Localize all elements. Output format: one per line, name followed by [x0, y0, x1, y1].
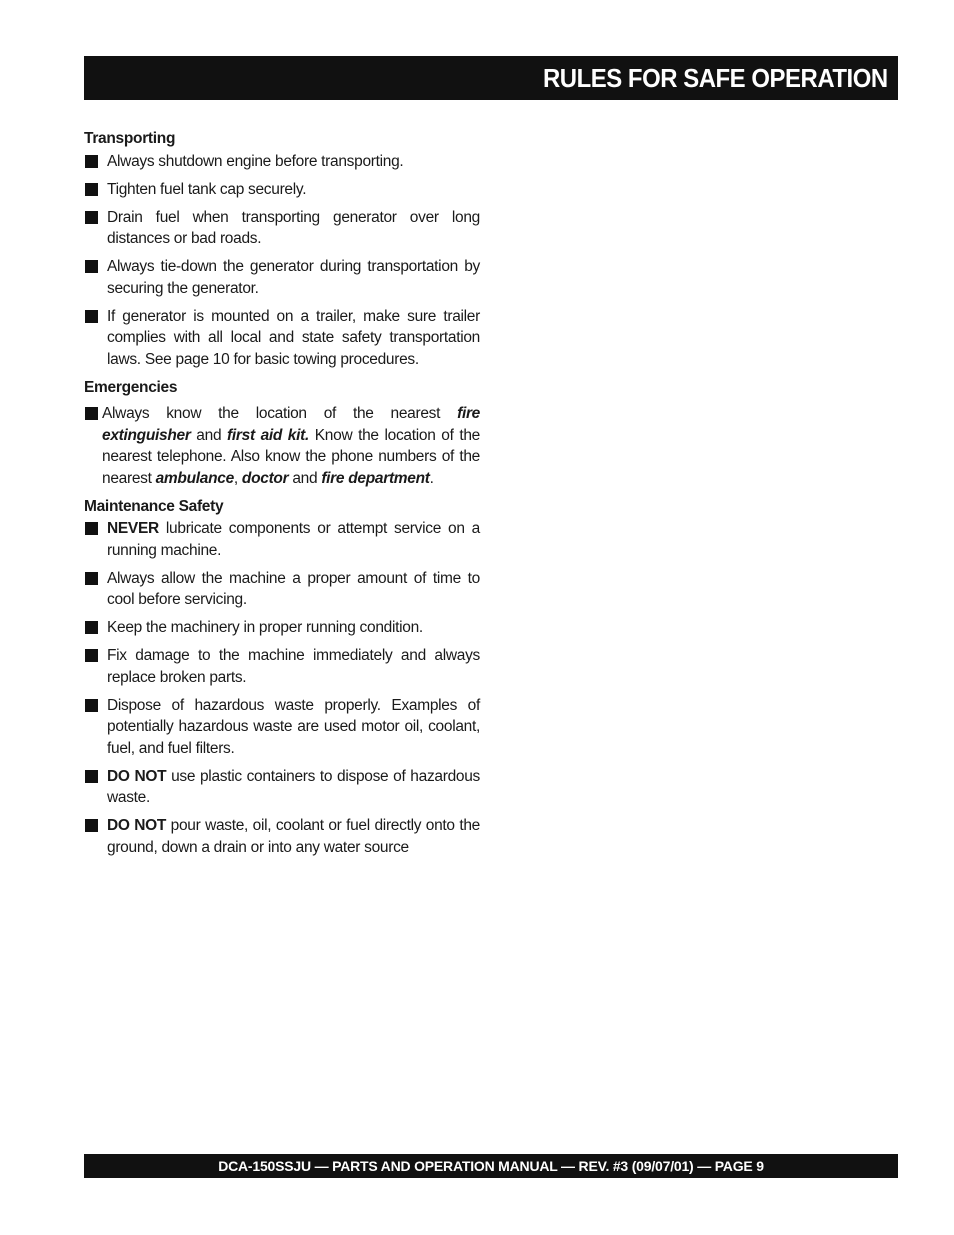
square-bullet-icon	[85, 621, 98, 634]
square-bullet-icon	[85, 770, 98, 783]
page-footer-bar	[84, 1154, 898, 1178]
list-item: Always shutdown engine before transporting.	[84, 151, 480, 173]
list-item: Dispose of hazardous waste properly. Examples of potentially hazardous waste are used motor oil, coolant, fuel, and fuel filters.	[84, 695, 480, 760]
list-item: DO NOT use plastic containers to dispose of hazardous waste.	[84, 766, 480, 809]
square-bullet-icon	[85, 310, 98, 323]
list-item: NEVER lubricate components or attempt service on a running machine.	[84, 518, 480, 561]
square-bullet-icon	[85, 260, 98, 273]
list-item: DO NOT pour waste, oil, coolant or fuel directly onto the ground, down a drain or into any water source	[84, 815, 480, 858]
list-item: Always know the location of the nearest fire extinguisher and first aid kit. Know the location of the nearest telephone. Also know the phone numbers of the nearest ambulance, doctor and fire department.	[84, 403, 480, 489]
section-title-transporting: Transporting	[84, 130, 176, 147]
list-item: Always allow the machine a proper amount of time to cool before servicing.	[84, 568, 480, 611]
square-bullet-icon	[85, 183, 98, 196]
list-item: Fix damage to the machine immediately and always replace broken parts.	[84, 645, 480, 688]
square-bullet-icon	[85, 407, 98, 420]
square-bullet-icon	[85, 649, 98, 662]
square-bullet-icon	[85, 522, 98, 535]
main-content	[84, 128, 480, 865]
page-header-bar	[84, 56, 898, 100]
square-bullet-icon	[85, 211, 98, 224]
square-bullet-icon	[85, 155, 98, 168]
footer-text: DCA-150SSJU — PARTS AND OPERATION MANUAL — REV. #3 (09/07/01) — PAGE 9	[218, 1158, 764, 1174]
section-title-emergencies: Emergencies	[84, 378, 178, 396]
page-title: RULES FOR SAFE OPERATION	[543, 62, 888, 93]
list-item: Keep the machinery in proper running condition.	[84, 617, 480, 639]
list-item: Always tie-down the generator during transportation by securing the generator.	[84, 256, 480, 299]
section-title-maintenance: Maintenance Safety	[84, 497, 224, 515]
list-item: Drain fuel when transporting generator over long distances or bad roads.	[84, 207, 480, 250]
square-bullet-icon	[85, 819, 98, 832]
list-item: If generator is mounted on a trailer, make sure trailer complies with all local and state safety transportation laws. See page 10 for basic towing procedures.	[84, 306, 480, 371]
square-bullet-icon	[85, 572, 98, 585]
list-item: Tighten fuel tank cap securely.	[84, 179, 480, 201]
square-bullet-icon	[85, 699, 98, 712]
